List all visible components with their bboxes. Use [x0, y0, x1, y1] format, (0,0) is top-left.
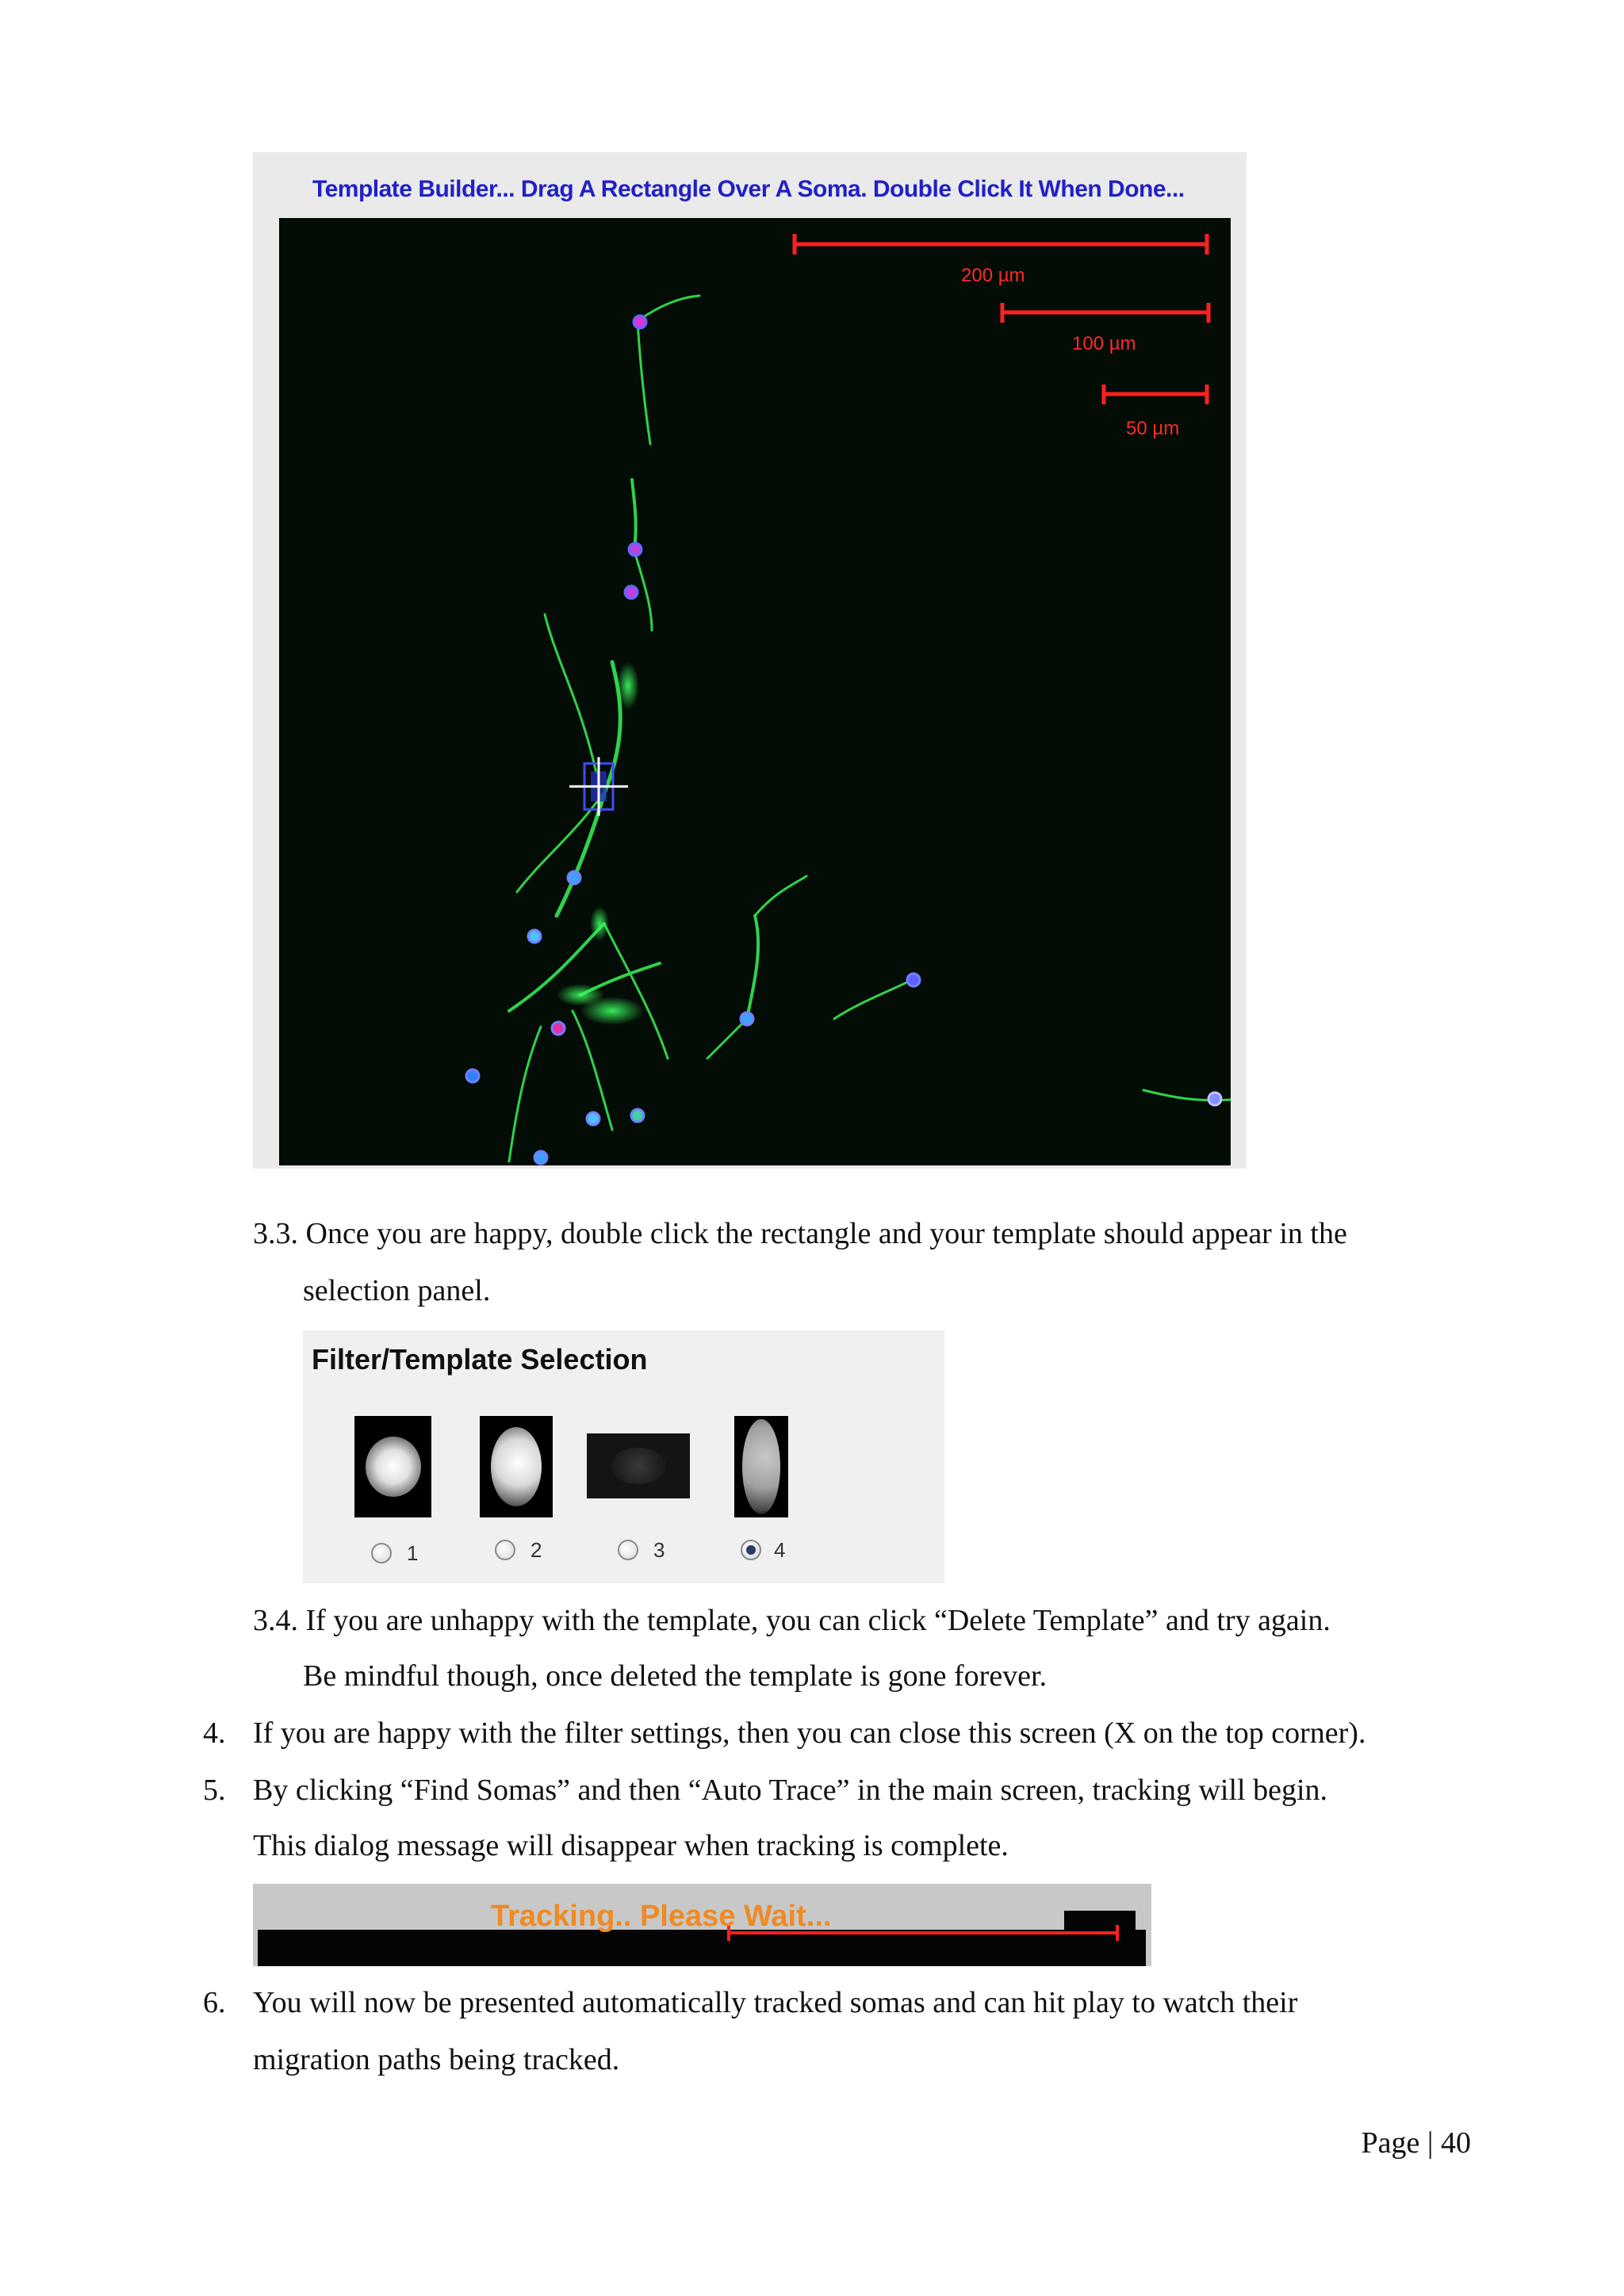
tracking-message: Tracking.. Please Wait...: [491, 1900, 832, 1933]
page-number: Page | 40: [1361, 2126, 1471, 2160]
microscopy-image[interactable]: [279, 218, 1231, 1165]
filter-template-title: Filter/Template Selection: [312, 1343, 648, 1376]
step-6-number: 6.: [203, 1986, 226, 2019]
step-3-3-line1: [253, 1205, 1347, 1262]
scale-label-50: 50 µm: [1126, 418, 1180, 439]
scale-label-100: 100 µm: [1072, 333, 1136, 354]
neuron-bodies: [557, 662, 644, 1025]
tracking-dialog-screenshot: [253, 1884, 1151, 1966]
template-radio-1[interactable]: [371, 1543, 392, 1563]
template-thumbnail-1[interactable]: [354, 1416, 431, 1517]
step-3-4-number: 3.4.: [253, 1604, 298, 1637]
step-3-3-line2: selection panel.: [303, 1274, 491, 1307]
scale-bar-100: [1002, 303, 1208, 354]
step-5-line2: This dialog message will disappear when tracking is complete.: [253, 1829, 1009, 1862]
scale-label-200: 200 µm: [961, 265, 1025, 286]
template-radio-label-2: 2: [530, 1538, 542, 1562]
neuron-processes: [509, 296, 1231, 1161]
filter-template-selection-panel: [303, 1330, 944, 1583]
template-radio-label-1: 1: [407, 1541, 419, 1565]
scale-bar-200: [795, 234, 1207, 286]
template-thumbnail-4[interactable]: [734, 1416, 788, 1517]
step-4-line1: If you are happy with the filter settings, then you can close this screen (X on the top corner).: [253, 1716, 1366, 1750]
soma-markers: [466, 316, 1221, 1164]
template-radio-4[interactable]: [741, 1540, 761, 1560]
step-3-4-line1: [253, 1592, 1331, 1649]
template-radio-3[interactable]: [618, 1540, 638, 1560]
template-builder-title: Template Builder... Drag A Rectangle Over A Soma. Double Click It When Done...: [312, 176, 1185, 202]
step-5-number: 5.: [203, 1774, 226, 1807]
template-radio-label-4: 4: [774, 1538, 786, 1562]
selection-rectangle[interactable]: [569, 757, 628, 816]
step-6-line2: migration paths being tracked.: [253, 2043, 620, 2076]
step-6-line1: You will now be presented automatically tracked somas and can hit play to watch their: [253, 1986, 1298, 2019]
template-thumbnail-3[interactable]: [587, 1433, 690, 1498]
step-3-4-text: If you are unhappy with the template, you can click “Delete Template” and try again.: [305, 1604, 1331, 1637]
template-thumbnail-2[interactable]: [480, 1416, 553, 1517]
scale-bar-50: [1104, 385, 1207, 439]
step-5-line1: By clicking “Find Somas” and then “Auto Trace” in the main screen, tracking will begin.: [253, 1774, 1328, 1807]
step-3-3-number: 3.3.: [253, 1217, 298, 1250]
template-radio-label-3: 3: [653, 1538, 665, 1562]
microscopy-canvas: [279, 218, 1231, 1165]
step-3-3-text: Once you are happy, double click the rectangle and your template should appear in the: [305, 1217, 1347, 1250]
template-builder-screenshot: [253, 152, 1247, 1169]
step-3-4-line2: Be mindful though, once deleted the template is gone forever.: [303, 1659, 1048, 1693]
step-4-number: 4.: [203, 1716, 226, 1750]
template-radio-2[interactable]: [495, 1540, 515, 1560]
